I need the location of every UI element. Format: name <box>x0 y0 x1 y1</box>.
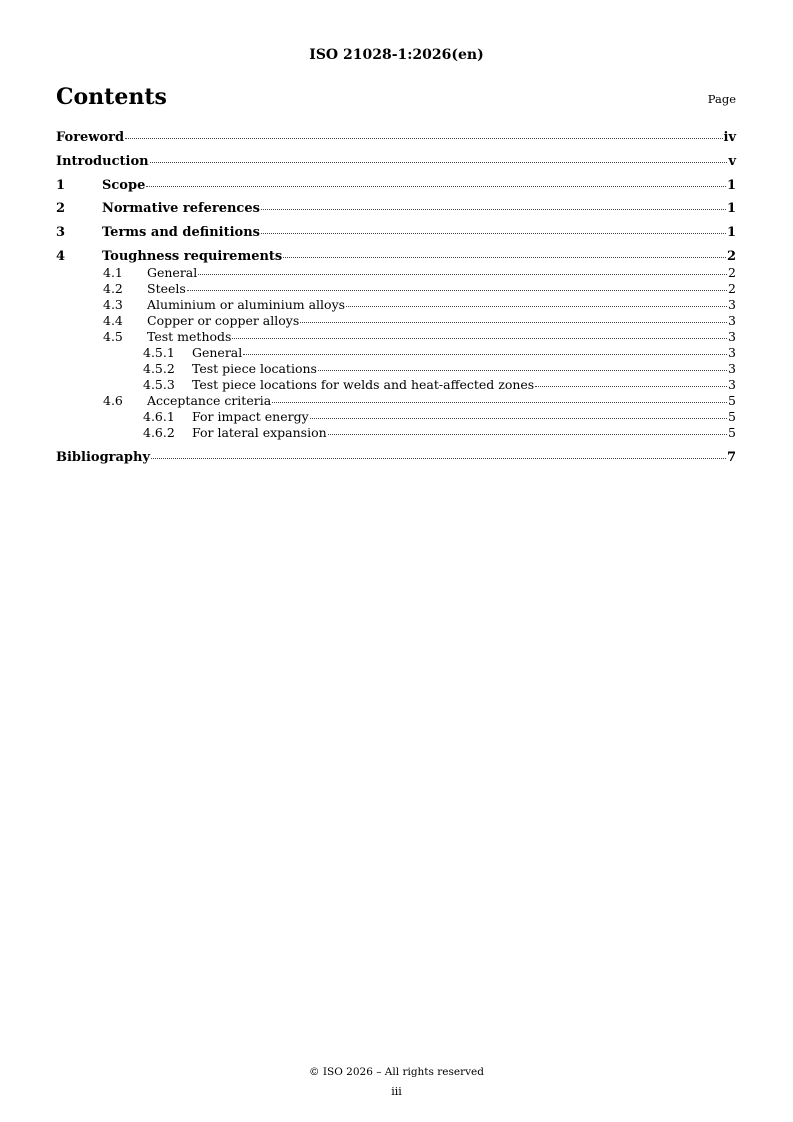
leader-dots <box>300 322 727 323</box>
toc-entry-title: Foreword <box>56 130 125 145</box>
toc-entry-introduction[interactable] <box>56 154 736 170</box>
toc-entry-number: 4.6.1 <box>143 409 175 424</box>
toc-entry-page: 1 <box>726 225 736 240</box>
toc-entry-title: Steels <box>147 281 186 296</box>
toc-entry-normative-references[interactable] <box>56 201 736 217</box>
leader-dots <box>310 418 727 419</box>
toc-entry-page: iv <box>723 130 736 145</box>
leader-dots <box>243 354 727 355</box>
page-number: iii <box>391 1085 402 1098</box>
toc-entry-title: Bibliography <box>56 450 151 465</box>
toc-entry-page: 3 <box>728 313 736 328</box>
leader-dots <box>346 306 727 307</box>
toc-entry-title: Copper or copper alloys <box>147 313 300 328</box>
leader-dots <box>283 257 726 258</box>
toc-entry-title: Test piece locations for welds and heat-affected zones <box>192 377 535 392</box>
toc-entry-page: 1 <box>726 178 736 193</box>
toc-entry-title: Aluminium or aluminium alloys <box>147 297 346 312</box>
toc-entry-lateral-expansion[interactable] <box>56 425 736 441</box>
toc-entry-number: 4.6 <box>103 393 123 408</box>
contents-heading: Contents <box>56 84 167 110</box>
toc-entry-title: General <box>192 345 243 360</box>
toc-entry-page: 7 <box>726 450 736 465</box>
toc-entry-page: 3 <box>728 297 736 312</box>
toc-entry-page: v <box>728 154 736 169</box>
toc-entry-title: Test methods <box>147 329 232 344</box>
toc-entry-page: 2 <box>726 249 736 264</box>
leader-dots <box>261 233 726 234</box>
toc-entry-page: 2 <box>728 265 736 280</box>
toc-entry-number: 4.4 <box>103 313 123 328</box>
leader-dots <box>261 209 726 210</box>
toc-entry-title: Terms and definitions <box>102 225 260 240</box>
toc-entry-general[interactable] <box>56 265 736 281</box>
toc-entry-title: Introduction <box>56 154 149 169</box>
toc-entry-scope[interactable] <box>56 178 736 194</box>
leader-dots <box>535 386 727 387</box>
toc-entry-foreword[interactable] <box>56 130 736 146</box>
toc-entry-test-piece-locations[interactable] <box>56 361 736 377</box>
toc-entry-title: General <box>147 265 198 280</box>
toc-entry-test-general[interactable] <box>56 345 736 361</box>
toc-entry-acceptance-criteria[interactable] <box>56 393 736 409</box>
toc-entry-number: 4.5.2 <box>143 361 175 376</box>
toc-entry-number: 2 <box>56 201 66 216</box>
toc-entry-test-piece-welds[interactable] <box>56 377 736 393</box>
toc-entry-number: 4.2 <box>103 281 123 296</box>
toc-entry-page: 3 <box>728 345 736 360</box>
toc-entry-number: 4 <box>56 249 66 264</box>
toc-entry-page: 3 <box>728 361 736 376</box>
toc-entry-page: 1 <box>726 201 736 216</box>
toc-entry-page: 3 <box>728 377 736 392</box>
page-column-label: Page <box>707 92 736 106</box>
toc-entry-number: 4.5.1 <box>143 345 175 360</box>
leader-dots <box>198 274 727 275</box>
leader-dots <box>318 370 727 371</box>
leader-dots <box>151 458 726 459</box>
toc-entry-number: 4.1 <box>103 265 123 280</box>
toc-entry-impact-energy[interactable] <box>56 409 736 425</box>
toc-entry-page: 5 <box>728 393 736 408</box>
copyright-notice: © ISO 2026 – All rights reserved <box>309 1066 484 1078</box>
toc-entry-toughness-requirements[interactable] <box>56 249 736 265</box>
toc-entry-number: 4.5 <box>103 329 123 344</box>
toc-entry-title: Normative references <box>102 201 260 216</box>
leader-dots <box>146 186 726 187</box>
toc-entry-page: 3 <box>728 329 736 344</box>
leader-dots <box>232 338 727 339</box>
leader-dots <box>328 434 727 435</box>
toc-entry-title: For impact energy <box>192 409 309 424</box>
toc-entry-page: 5 <box>728 409 736 424</box>
toc-entry-number: 3 <box>56 225 66 240</box>
toc-entry-page: 5 <box>728 425 736 440</box>
leader-dots <box>150 162 728 163</box>
toc-entry-number: 4.3 <box>103 297 123 312</box>
toc-entry-title: For lateral expansion <box>192 425 327 440</box>
toc-entry-test-methods[interactable] <box>56 329 736 345</box>
toc-entry-steels[interactable] <box>56 281 736 297</box>
toc-entry-title: Acceptance criteria <box>147 393 272 408</box>
toc-entry-number: 4.6.2 <box>143 425 175 440</box>
toc-entry-number: 1 <box>56 178 66 193</box>
leader-dots <box>187 290 727 291</box>
toc-entry-copper[interactable] <box>56 313 736 329</box>
leader-dots <box>272 402 727 403</box>
toc-entry-aluminium[interactable] <box>56 297 736 313</box>
toc-entry-number: 4.5.3 <box>143 377 175 392</box>
toc-entry-page: 2 <box>728 281 736 296</box>
toc-entry-terms-and-definitions[interactable] <box>56 225 736 241</box>
toc-entry-title: Scope <box>102 178 146 193</box>
leader-dots <box>125 138 722 139</box>
toc-entry-title: Test piece locations <box>192 361 317 376</box>
document-id: ISO 21028-1:2026(en) <box>309 47 484 63</box>
toc-entry-bibliography[interactable] <box>56 450 736 466</box>
toc-entry-title: Toughness requirements <box>102 249 283 264</box>
